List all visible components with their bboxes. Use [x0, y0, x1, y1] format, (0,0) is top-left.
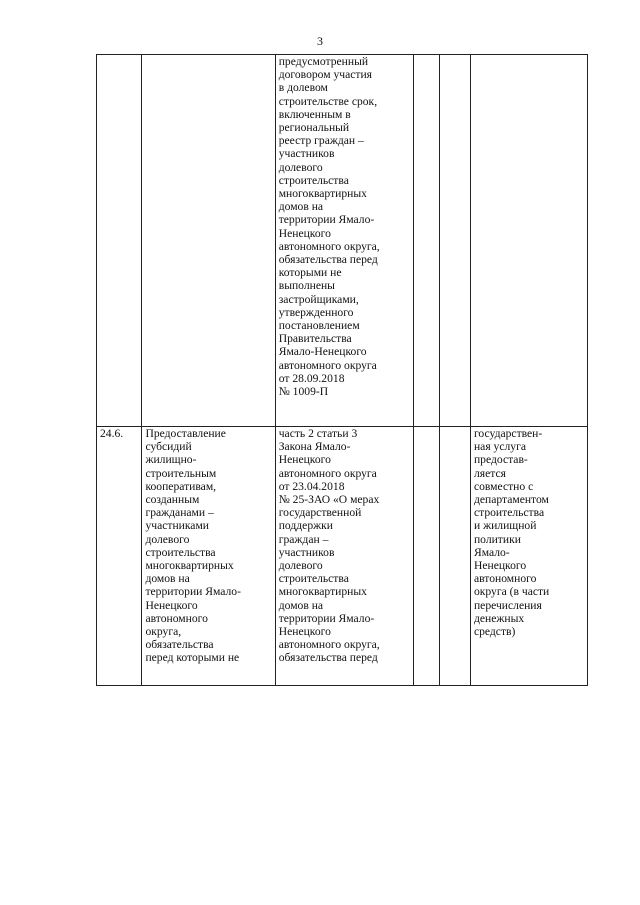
text-line: строительства [145, 545, 216, 559]
text-line: Ямало- [473, 545, 510, 559]
text-line: участниками [145, 519, 209, 533]
text-line: государственной [278, 506, 362, 520]
text-line: строительства [278, 572, 349, 586]
text-line: строительства [473, 506, 545, 520]
text-line: домов на [278, 200, 324, 214]
text-line: постановлением [278, 319, 360, 333]
text-line: часть 2 статьи 3 [278, 427, 358, 440]
text-line: кооперативам, [145, 479, 217, 493]
row-number-cell: 24.6. [97, 427, 142, 686]
text-line: строительстве срок, [278, 94, 378, 108]
text-line: граждан – [278, 532, 329, 546]
note-cell [470, 55, 587, 427]
legal-basis-cell [275, 55, 413, 427]
text-line: автономного округа, [278, 239, 380, 253]
text-line: предостав- [473, 453, 528, 467]
page-number: 3 [317, 34, 323, 48]
text-line: департаментом [473, 493, 549, 507]
text-line: жилищно- [145, 453, 197, 467]
text-line: домов на [278, 598, 324, 612]
text-line: многоквартирных [278, 585, 367, 599]
text-line: многоквартирных [145, 559, 234, 573]
text-line: обязательства перед [278, 253, 378, 267]
text-line: и жилищной [473, 519, 537, 533]
text-line: многоквартирных [278, 187, 367, 201]
table-row [97, 55, 640, 427]
text-line: включенным в [278, 107, 351, 121]
text-line: договором участия [278, 68, 373, 82]
text-line: автономного [145, 611, 208, 625]
text-line: Ненецкого [278, 226, 331, 240]
note-cell [470, 427, 587, 686]
text-line: № 1009-П [278, 385, 329, 399]
text-line: Правительства [278, 332, 352, 346]
text-line: долевого [145, 532, 190, 546]
text-line: перечисления [473, 598, 542, 612]
text-line: строительства [278, 173, 349, 187]
empty-cell [414, 55, 440, 427]
empty-cell [587, 55, 640, 427]
text-line: утвержденного [278, 305, 354, 319]
text-line: субсидий [145, 440, 192, 454]
service-name-cell [142, 55, 275, 427]
text-line: от 23.04.2018 [278, 479, 345, 493]
text-line: Закона Ямало- [278, 440, 351, 454]
text-line: застройщиками, [278, 292, 359, 306]
text-line: региональный [278, 121, 350, 135]
table-row [97, 427, 640, 686]
text-line: территории Ямало- [278, 611, 375, 625]
text-line: Ненецкого [473, 559, 527, 573]
text-line: участников [278, 147, 335, 161]
text-line: политики [473, 532, 521, 546]
text-line: домов на [145, 572, 190, 586]
empty-cell [439, 55, 470, 427]
text-line: автономного округа [278, 358, 377, 372]
text-line: территории Ямало- [145, 585, 241, 599]
text-line: от 28.09.2018 [278, 371, 345, 385]
text-line: денежных [473, 611, 525, 625]
text-line: Ямало-Ненецкого [278, 345, 367, 359]
text-line: предусмотренный [278, 55, 369, 68]
empty-cell [414, 427, 440, 686]
text-line: государствен- [473, 427, 543, 440]
text-line: обязательства перед [278, 651, 378, 665]
text-line: ляется [473, 466, 506, 480]
text-line: автономного [473, 572, 537, 586]
text-line: Предоставление [145, 427, 226, 440]
text-line: долевого [278, 160, 323, 174]
legal-basis-cell [275, 427, 413, 686]
text-line: участников [278, 545, 335, 559]
text-line: гражданами – [145, 506, 214, 520]
text-line: средств) [473, 625, 516, 639]
row-number-cell [97, 55, 142, 427]
text-line: Ненецкого [278, 453, 331, 467]
service-name-cell [142, 427, 275, 686]
empty-cell [587, 427, 640, 686]
text-line: совместно с [473, 479, 534, 493]
empty-cell [439, 427, 470, 686]
text-line: созданным [145, 493, 200, 507]
text-line: ная услуга [473, 440, 526, 454]
text-line: реестр граждан – [278, 134, 364, 148]
text-line: Ненецкого [145, 598, 198, 612]
text-line: перед которыми не [145, 651, 240, 665]
text-line: округа, [145, 625, 182, 639]
text-line: автономного округа, [278, 638, 380, 652]
text-line: Ненецкого [278, 625, 331, 639]
text-line: обязательства [145, 638, 214, 652]
text-line: выполнены [278, 279, 335, 293]
text-line: автономного округа [278, 466, 377, 480]
text-line: № 25-ЗАО «О мерах [278, 493, 380, 507]
services-table [96, 54, 640, 686]
text-line: в долевом [278, 81, 328, 95]
text-line: строительным [145, 466, 217, 480]
text-line: территории Ямало- [278, 213, 375, 227]
text-line: округа (в части [473, 585, 550, 599]
text-line: которыми не [278, 266, 342, 280]
text-line: поддержки [278, 519, 333, 533]
text-line: долевого [278, 559, 323, 573]
